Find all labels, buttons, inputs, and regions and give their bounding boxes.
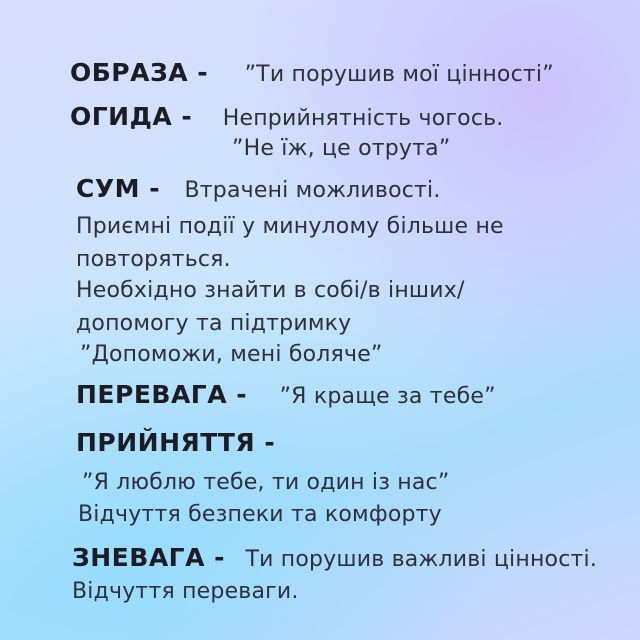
entry-znevaha xyxy=(72,545,597,573)
entry-pryiniattia xyxy=(76,430,275,458)
sum-line-4: Необхідно знайти в собі/в інших/ xyxy=(76,278,465,303)
term-perevaha: ПЕРЕВАГА - xyxy=(76,380,248,409)
entry-ohyda xyxy=(70,104,503,132)
term-sum: СУМ - xyxy=(76,174,161,203)
term-pryiniattia: ПРИЙНЯТТЯ - xyxy=(76,428,276,457)
sum-line-1: Втрачені можливості. xyxy=(184,178,441,203)
pryiniattia-description: Відчуття безпеки та комфорту xyxy=(78,502,442,527)
perevaha-quote: ”Я краще за тебе” xyxy=(279,384,496,409)
ohyda-quote: ”Не їж, це отрута” xyxy=(232,136,451,161)
term-obraza: ОБРАЗА - xyxy=(70,58,209,87)
term-znevaha: ЗНЕВАГА - xyxy=(72,543,226,572)
entry-sum xyxy=(76,176,441,204)
entry-perevaha xyxy=(76,382,496,410)
znevaha-line-1: Ти порушив важливі цінності. xyxy=(245,547,598,572)
entry-obraza xyxy=(70,60,554,88)
obraza-quote: ”Ти порушив мої цінності” xyxy=(244,62,554,87)
sum-line-3: повторяться. xyxy=(76,247,231,272)
term-ohyda: ОГИДА - xyxy=(70,102,193,131)
pryiniattia-quote: ”Я люблю тебе, ти один із нас” xyxy=(82,470,450,495)
sum-line-2: Приємні події у минулому більше не xyxy=(76,214,504,239)
sum-quote: ”Допоможи, мені боляче” xyxy=(80,342,383,367)
sum-line-5: допомогу та підтримку xyxy=(76,311,352,336)
znevaha-line-2: Відчуття переваги. xyxy=(72,579,299,604)
ohyda-description: Неприйнятність чогось. xyxy=(222,106,504,131)
